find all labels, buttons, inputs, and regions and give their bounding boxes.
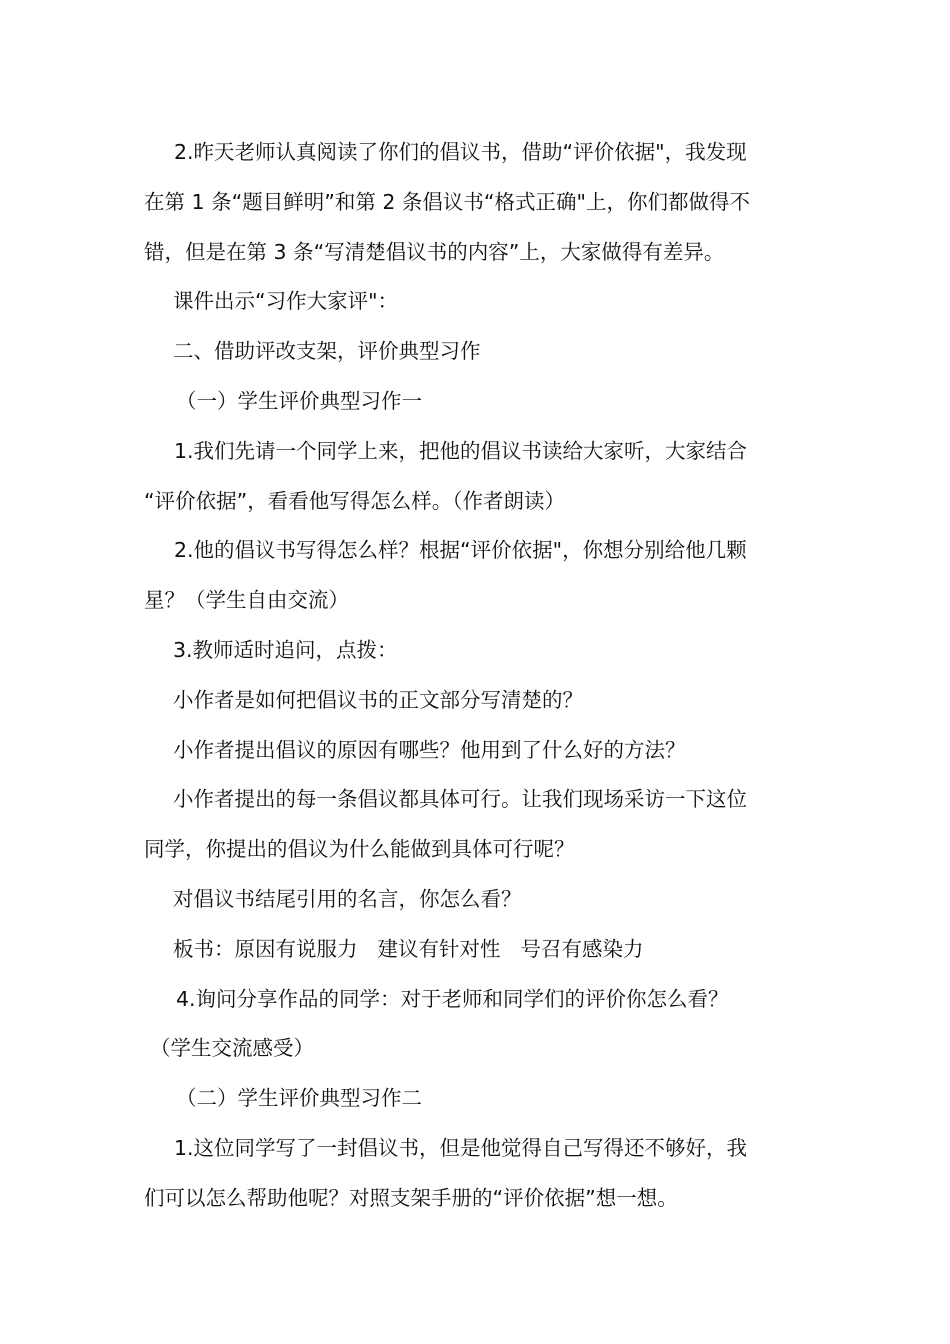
paragraph-line: 1.我们先请一个同学上来，把他的倡议书读给大家听，大家结合 [174,438,748,463]
paragraph-line: 同学，你提出的倡议为什么能做到具体可行呢？ [144,837,575,862]
paragraph-line: （学生交流感受） [150,1036,314,1061]
paragraph-line: 课件出示“习作大家评"： [173,289,399,314]
subsection-heading: （二）学生评价典型习作二 [176,1086,422,1111]
paragraph-line: “评价依据”，看看他写得怎么样。（作者朗读） [144,488,565,513]
paragraph-line: 1.这位同学写了一封倡议书，但是他觉得自己写得还不够好，我 [174,1135,748,1160]
subsection-heading: （一）学生评价典型习作一 [176,388,422,413]
paragraph-line: 错，但是在第 3 条“写清楚倡议书的内容”上，大家做得有差异。 [144,239,725,264]
paragraph-line: 2.他的倡议书写得怎么样？根据“评价依据"，你想分别给他几颗 [174,538,747,563]
paragraph-line: 星？（学生自由交流） [144,588,349,613]
blackboard-item: 板书：原因有说服力 [173,936,358,961]
blackboard-line [144,925,808,975]
paragraph-line: 们可以怎么帮助他呢？对照支架手册的“评价依据”想一想。 [144,1185,678,1210]
blackboard-item: 建议有针对性 [377,936,501,961]
paragraph-line: 小作者是如何把倡议书的正文部分写清楚的？ [173,687,583,712]
paragraph-line: 小作者提出倡议的原因有哪些？他用到了什么好的方法？ [173,737,686,762]
document-body [144,128,808,1224]
paragraph-line: 在第 1 条“题目鲜明”和第 2 条倡议书“格式正确"上，你们都做得不 [144,189,750,214]
paragraph-line: 对倡议书结尾引用的名言，你怎么看？ [173,886,522,911]
section-heading: 二、借助评改支架，评价典型习作 [173,339,481,364]
blackboard-item: 号召有感染力 [520,936,644,961]
paragraph-line: 4.询问分享作品的同学：对于老师和同学们的评价你怎么看？ [176,986,729,1011]
paragraph-line: 2.昨天老师认真阅读了你们的倡议书，借助“评价依据"，我发现 [174,140,747,164]
paragraph-line: 3.教师适时追问，点拨： [173,637,398,662]
paragraph-line: 小作者提出的每一条倡议都具体可行。让我们现场采访一下这位 [173,787,747,812]
